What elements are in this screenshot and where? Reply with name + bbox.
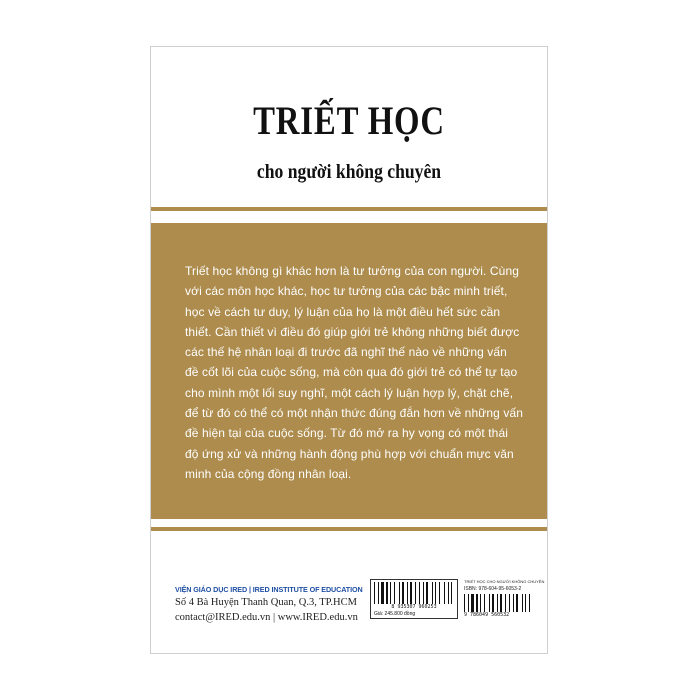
barcode-stripe	[448, 582, 449, 604]
barcode-stripe	[476, 594, 478, 612]
barcode-stripe	[419, 582, 420, 604]
publisher-contact: contact@IRED.edu.vn | www.IRED.edu.vn	[175, 612, 358, 623]
barcode-stripe	[464, 594, 465, 612]
barcode-stripe	[386, 582, 388, 604]
barcode-stripe	[492, 594, 494, 612]
blurb-panel	[151, 223, 547, 519]
barcode-stripe	[415, 582, 417, 604]
barcode-stripe	[394, 582, 395, 604]
barcode-stripe	[468, 594, 469, 612]
isbn-block	[464, 579, 544, 619]
barcode-number: 8 935307 960253	[391, 604, 437, 610]
barcode-stripe	[407, 582, 408, 604]
top-divider-rule	[151, 207, 547, 211]
barcode-stripe	[505, 594, 507, 612]
barcode-stripe	[497, 594, 498, 612]
barcode-stripe	[484, 594, 485, 612]
barcode-stripe	[381, 582, 383, 604]
barcode-stripe	[410, 582, 412, 604]
barcode-stripe	[451, 582, 453, 604]
barcode-stripe	[522, 594, 523, 612]
book-title: TRIẾT HỌC	[253, 98, 445, 143]
barcode-stripe	[432, 582, 433, 604]
barcode-stripe	[509, 594, 510, 612]
barcode-graphic	[374, 582, 454, 604]
barcode-stripe	[399, 582, 400, 604]
price-text: Giá: 245.800 đồng	[374, 611, 416, 617]
isbn-code-line: ISBN: 978-604-95-6053-2	[464, 586, 522, 592]
barcode-stripe	[439, 582, 440, 604]
barcode-stripe	[500, 594, 502, 612]
publisher-address: Số 4 Bà Huyện Thanh Quan, Q.3, TP.HCM	[175, 597, 357, 608]
barcode-stripe	[516, 594, 518, 612]
barcode-stripe	[378, 582, 379, 604]
barcode-stripe	[529, 594, 530, 612]
barcode-stripe	[426, 582, 428, 604]
publisher-info	[175, 585, 375, 624]
bottom-divider-rule	[151, 527, 547, 531]
barcode-stripe	[390, 582, 391, 604]
price-barcode-label	[370, 579, 458, 619]
barcode-stripe	[444, 582, 445, 604]
isbn-title-line: TRIẾT HỌC CHO NGƯỜI KHÔNG CHUYÊN	[464, 579, 545, 584]
barcode-stripe	[513, 594, 514, 612]
book-back-cover	[150, 46, 548, 654]
barcode-stripe	[471, 594, 473, 612]
isbn-barcode-graphic	[464, 594, 534, 612]
barcode-stripe	[402, 582, 404, 604]
book-subtitle: cho người không chuyên	[256, 161, 442, 183]
barcode-stripe	[435, 582, 437, 604]
barcode-stripe	[374, 582, 375, 604]
barcode-stripe	[423, 582, 424, 604]
publisher-name: VIỆN GIÁO DỤC IRED | IRED INSTITUTE OF EDUCATION	[175, 585, 363, 594]
barcode-stripe	[489, 594, 490, 612]
barcode-stripe	[480, 594, 481, 612]
blurb-text: Triết học không gì khác hơn là tư tưởng của con người. Cùng với các môn học khác, học tư tưởng của các bậc minh triết, học về cách tư duy, lý luận của họ là một điều hết sức cần thiết. Cần thiết vì điều đó giúp giới trẻ không những biết được các thế hệ nhân loại đi trước đã nghĩ thế nào về những vấn đề cốt lõi của cuộc sống, mà còn qua đó giới trẻ có thể tự tạo cho mình một lối suy nghĩ, một cách lý luận hợp lý, chặt chẽ, để từ đó có thể có một nhận thức đúng đắn hơn về những vấn đề hiện tại của cuộc sống. Từ đó mở ra hy vọng có một thái độ ứng xử và những hành động phù hợp với chuẩn mực văn minh của cộng đồng nhân loại.	[185, 264, 523, 481]
barcode-stripe	[525, 594, 527, 612]
isbn-number: 9 786049 560532	[464, 612, 510, 618]
